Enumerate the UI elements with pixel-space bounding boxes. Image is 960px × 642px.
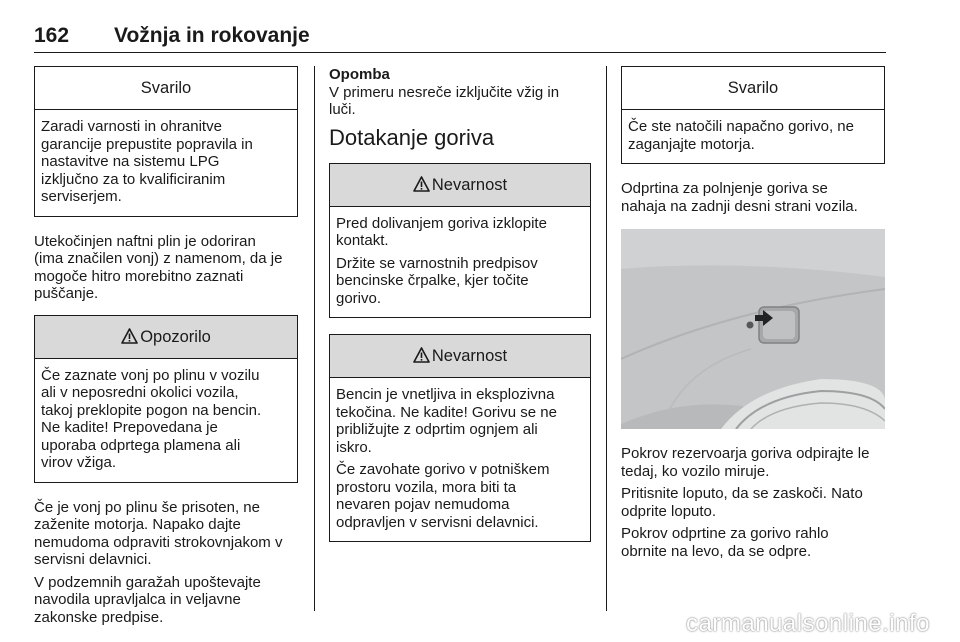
running-title: Vožnja in rokovanje [114, 24, 310, 47]
paragraph [336, 461, 584, 531]
text-line: virov vžiga. [41, 454, 117, 471]
text-line: puščanje. [34, 285, 99, 302]
note-title: Opomba [329, 66, 390, 83]
fuel-filler-flap-illustration [621, 229, 885, 429]
text-line: odprite loputo. [621, 502, 717, 520]
danger-box [329, 163, 591, 319]
danger-box [329, 334, 591, 542]
caution-box [621, 66, 885, 164]
paragraph [621, 445, 885, 480]
column-left [34, 66, 298, 631]
paragraph [336, 215, 584, 250]
danger-box-body [330, 207, 590, 318]
text-line: Zaradi varnosti in ohranitve [41, 118, 222, 135]
paragraph [34, 499, 298, 569]
text-line: nevaren pojav nemudoma [336, 496, 510, 513]
danger-box-body [330, 378, 590, 541]
paragraph [336, 255, 584, 308]
text-line: tedaj, ko vozilo miruje. [621, 462, 770, 480]
column-divider [606, 66, 607, 611]
paragraph [34, 574, 298, 627]
page-number: 162 [34, 24, 70, 47]
text-line: takoj preklopite pogon na bencin. [41, 401, 262, 419]
text-line: približujte z odprtim ognjem ali [336, 421, 538, 438]
text-line: odpravljen v servisni delavnici. [336, 513, 539, 531]
warning-triangle-icon [413, 337, 430, 379]
warning-box [34, 315, 298, 483]
text-line: iskro. [336, 438, 372, 456]
danger-box-label: Nevarnost [431, 175, 508, 194]
text-line: nahaja na zadnji desni strani vozila. [621, 197, 858, 215]
text-line: ali v neposredni okolici vozila, [41, 384, 239, 401]
caution-box [34, 66, 298, 217]
text-line: nemudoma odpraviti strokovnjakom v [34, 533, 283, 551]
text-line: Pokrov odprtine za gorivo rahlo [621, 525, 829, 542]
text-line: Držite se varnostnih predpisov [336, 254, 538, 272]
text-line: nastavitve na sistemu LPG [41, 153, 220, 170]
text-line: V primeru nesreče izključite vžig in [329, 83, 560, 101]
paragraph [336, 386, 584, 456]
column-right [621, 66, 885, 565]
caution-box-title: Svarilo [622, 67, 884, 110]
text-line: gorivo. [336, 289, 382, 307]
text-line: Pritisnite loputo, da se zaskoči. Nato [621, 485, 863, 502]
text-line: Če ste natočili napačno gorivo, ne [628, 118, 854, 135]
text-line: Odprtina za polnjenje goriva se [621, 180, 828, 197]
text-line: kontakt. [336, 232, 389, 249]
text-line: obrnite na levo, da se odpre. [621, 542, 812, 560]
text-line: uporaba odprtega plamena ali [41, 436, 241, 454]
text-line: garancije prepustite popravila in [41, 135, 253, 153]
text-line: bencinske črpalke, kjer točite [336, 272, 529, 289]
text-line: Ne kadite! Prepovedana je [41, 419, 218, 436]
text-line: Utekočinjen naftni plin je odoriran [34, 232, 256, 250]
text-line: navodila upravljalca in veljavne [34, 591, 241, 608]
danger-box-label: Nevarnost [431, 347, 508, 365]
text-line: (ima značilen vonj) z namenom, da je [34, 250, 283, 267]
danger-box-title [330, 164, 590, 207]
paragraph [621, 525, 885, 560]
text-line: Če zavohate gorivo v potniškem [336, 461, 550, 478]
text-line: mogoče hitro morebitno zaznati [34, 267, 244, 285]
text-line: luči. [329, 101, 356, 118]
section-heading: Dotakanje goriva [329, 124, 495, 150]
column-middle [329, 66, 591, 558]
text-line: zaganjajte motorja. [628, 135, 755, 153]
paragraph [621, 485, 885, 520]
text-line: servisni delavnici. [34, 551, 152, 568]
caution-box-body [35, 110, 297, 216]
warning-box-body [35, 359, 297, 482]
warning-triangle-icon [121, 318, 138, 360]
paragraph [621, 180, 885, 215]
warning-box-label: Opozorilo [140, 327, 211, 346]
text-line: prostoru vozila, mora biti ta [336, 478, 517, 496]
text-line: Če je vonj po plinu še prisoten, ne [34, 498, 260, 516]
note-body [329, 84, 591, 119]
caution-box-title: Svarilo [35, 67, 297, 110]
text-line: V podzemnih garažah upoštevajte [34, 573, 261, 591]
text-line: Če zaznate vonj po plinu v vozilu [41, 366, 260, 384]
text-line: izključno za to kvalificiranim [41, 170, 226, 188]
text-line: Pred dolivanjem goriva izklopite [336, 214, 547, 232]
text-line: serviserjem. [41, 188, 122, 205]
text-line: zaženite motorja. Napako dajte [34, 516, 241, 533]
text-line: Pokrov rezervoarja goriva odpirajte le [621, 445, 870, 462]
text-line: Bencin je vnetljiva in eksplozivna [336, 386, 555, 403]
warning-box-title [35, 316, 297, 359]
caution-box-body [622, 110, 884, 163]
page-header [34, 14, 886, 53]
text-line: zakonske predpise. [34, 608, 164, 626]
watermark: carmanualsonline.info [686, 610, 930, 637]
column-divider [314, 66, 315, 611]
warning-triangle-icon [413, 166, 430, 208]
danger-box-title [330, 335, 590, 378]
paragraph [34, 233, 298, 303]
text-line: tekočina. Ne kadite! Gorivu se ne [336, 403, 557, 421]
